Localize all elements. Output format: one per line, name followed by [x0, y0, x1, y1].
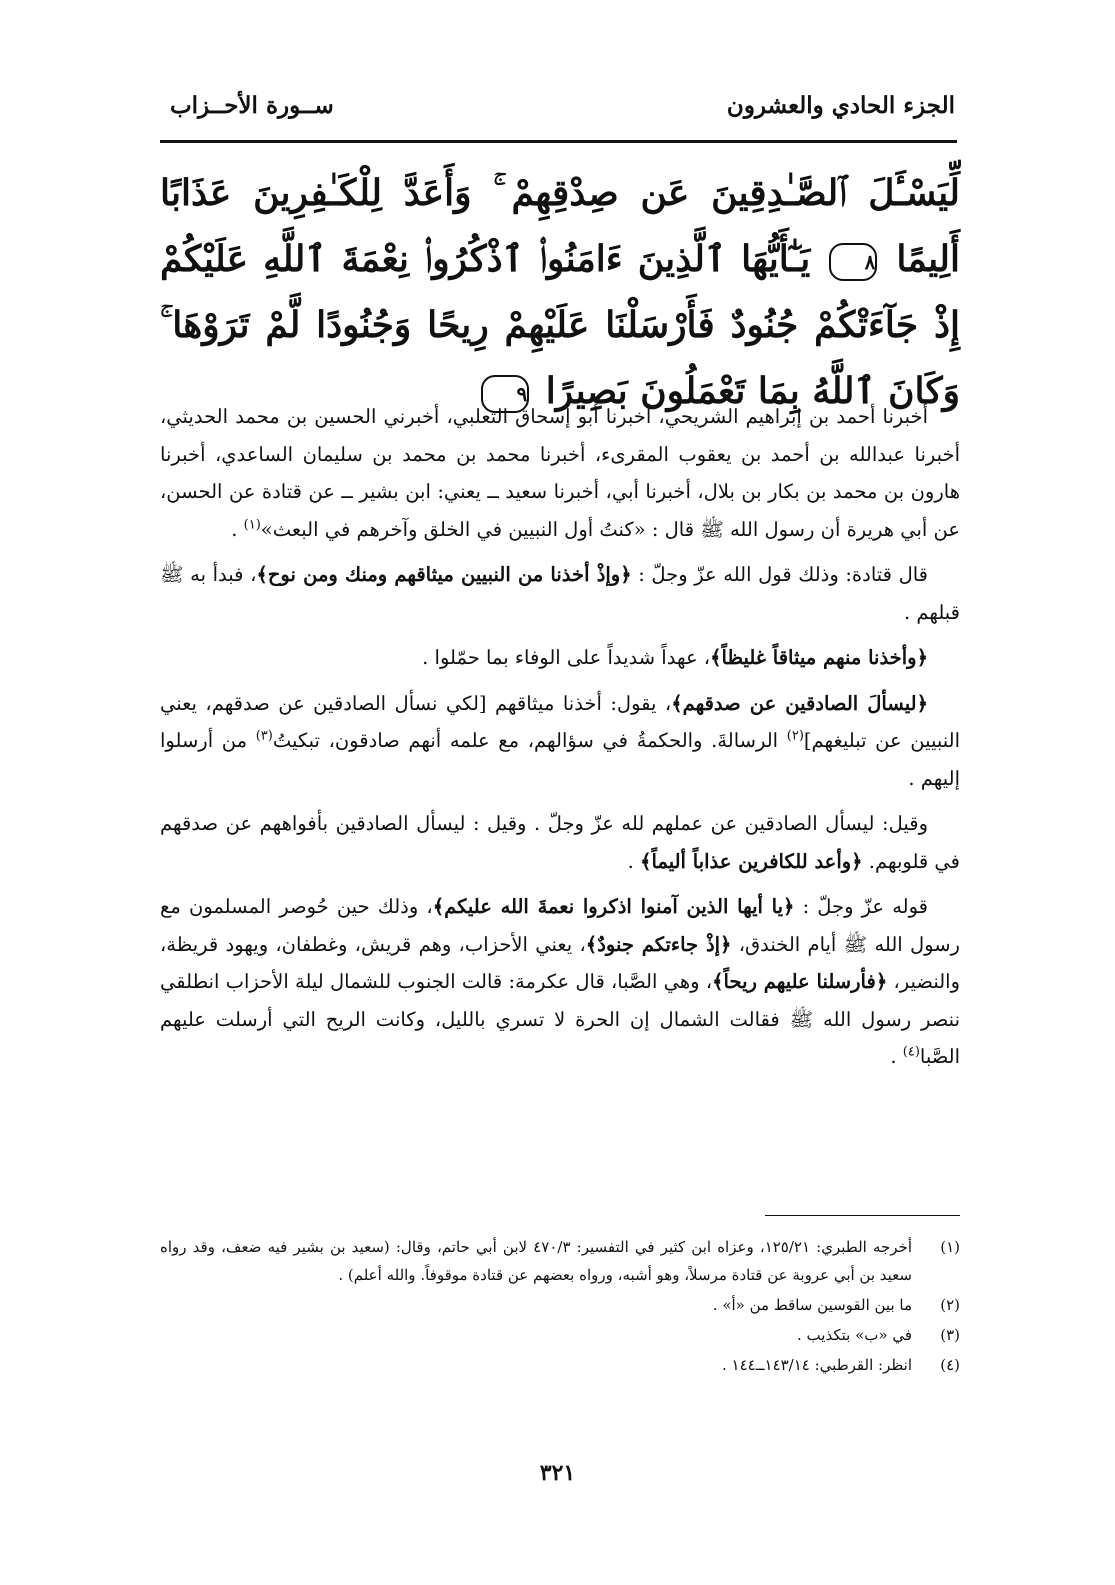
- paragraph: [160, 398, 960, 548]
- paragraph-text: ، عهداً شديداً على الوفاء بما حمّلوا .: [422, 646, 711, 669]
- quran-quote: ﴿فأرسلنا عليهم ريحاً﴾: [712, 970, 888, 993]
- quran-verses: [160, 160, 960, 424]
- paragraph-text: الرسالةَ. والحكمةُ في سؤالهم، مع علمه أنهم صادقون، تبكيتُ: [272, 729, 787, 752]
- page-number: ٣٢١: [539, 1460, 576, 1486]
- ayah-number-marker: ٩: [481, 375, 529, 413]
- footnote-number: (٤): [940, 1356, 960, 1374]
- paragraph: [160, 556, 960, 631]
- footnote: [160, 1321, 960, 1349]
- paragraph-text: ، يقول: أخذنا ميثاقهم [لكي نسأل الصادقين عن صدقهم، يعني النبيين عن تبليغهم]: [160, 691, 961, 752]
- quran-quote: ﴿إذْ جاءتكم جنودٌ﴾: [585, 932, 732, 956]
- footnote-ref: (٣): [255, 728, 273, 744]
- paragraph-text: أخبرنا أحمد بن إبراهيم الشريحي، أخبرنا أبو إسحاق الثعلبي، أخبرني الحسين بن محمد الحديثي، أخبرنا عبدالله بن أحمد بن يعقوب المقرىء، أخبرنا محمد بن محمد بن سليمان الساعدي، أخبرنا هارون بن محمد بن بكار بن بلال، أخبرنا أبي، أخبرنا سعيد ــ يعني: ابن بشير ــ عن قتادة عن الحسن، عن أبي هريرة أن رسول الله ﷺ قال : «كنتُ أول النبيين في الخلق وآخرهم في البعث»: [160, 405, 960, 541]
- paragraph-text: قوله عزّ وجلّ :: [794, 895, 928, 918]
- footnote-number: (٢): [940, 1296, 960, 1314]
- paragraph: [160, 888, 960, 1076]
- footnote: [160, 1233, 960, 1289]
- verse-8-text: لِّيَسْـَٔلَ ٱلصَّـٰدِقِينَ عَن صِدْقِهِمْ ۚ وَأَعَدَّ لِلْكَـٰفِرِينَ عَذَابًا أَلِيمًا: [160, 172, 960, 280]
- footnote-divider: [765, 1215, 960, 1216]
- paragraph-text: .: [890, 1045, 903, 1068]
- footnote-ref: (١): [243, 517, 261, 532]
- paragraph: [160, 685, 960, 798]
- running-header: [170, 92, 955, 132]
- quran-quote: ﴿ليسألَ الصادقين عن صدقهم﴾: [671, 691, 928, 715]
- paragraph-text: ، وذلك حين حُوصر المسلمون مع رسول الله ﷺ أيام الخندق،: [160, 895, 960, 956]
- footnotes: [160, 1233, 960, 1381]
- footnote-number: (٣): [940, 1326, 960, 1344]
- paragraph-text: ، يعني الأحزاب، وهم قريش، وغطفان، ويهود قريظة، والنضير،: [160, 932, 960, 993]
- footnote-text: في «ب» بتكذيب .: [797, 1326, 912, 1344]
- commentary-text: [160, 398, 960, 1084]
- paragraph-text: قال قتادة: وذلك قول الله عزّ وجلّ :: [631, 563, 929, 586]
- paragraph-text: .: [627, 849, 641, 873]
- ayah-number-marker: ٨: [829, 243, 877, 281]
- quran-quote: ﴿وأعد للكافرين عذاباً أليماً﴾: [640, 849, 863, 873]
- footnote-text: ما بين القوسين ساقط من «أ» .: [712, 1296, 912, 1314]
- footnote: [160, 1291, 960, 1319]
- surah-title: ســورة الأحــزاب: [170, 92, 334, 119]
- part-title: الجزء الحادي والعشرون: [726, 92, 955, 119]
- footnote-number: (١): [940, 1238, 960, 1256]
- quran-quote: ﴿يا أيها الذين آمنوا اذكروا نعمةَ الله عليكم﴾: [432, 895, 795, 918]
- paragraph: [160, 639, 960, 677]
- paragraph-text: ، وهي الصَّبا، قال عكرمة: قالت الجنوب للشمال ليلة الأحزاب انطلقي ننصر رسول الله ﷺ فقالت الشمال إن الحرة لا تسري بالليل، وكانت الريح التي أرسلت عليهم الصَّبا: [160, 970, 960, 1068]
- footnote-ref: (٢): [786, 728, 804, 744]
- paragraph: [160, 805, 960, 880]
- paragraph-text: .: [231, 517, 244, 541]
- paragraph-text: ، فبدأ به ﷺ قبلهم .: [160, 563, 960, 624]
- header-divider: [160, 140, 957, 143]
- verse-9-text: يَـٰٓأَيُّهَا ٱلَّذِينَ ءَامَنُوا۟ ٱذْكُرُوا۟ نِعْمَةَ ٱللَّهِ عَلَيْكُمْ إِذْ جَآءَتْكُمْ جُنُودٌ فَأَرْسَلْنَا عَلَيْهِمْ رِيحًا وَجُنُودًا لَّمْ تَرَوْهَا ۚ وَكَانَ ٱللَّهُ بِمَا تَعْمَلُونَ بَصِيرًا: [160, 238, 960, 412]
- footnote-ref: (٤): [902, 1044, 920, 1060]
- quran-quote: ﴿وإذْ أخذنا من النبيين ميثاقهم ومنك ومن نوح﴾: [256, 563, 632, 586]
- paragraph-text: من أرسلوا إليهم .: [160, 729, 960, 790]
- footnote-text: انظر: القرطبي: ١٤٣/١٤ــ١٤٤ .: [722, 1356, 912, 1374]
- quran-quote: ﴿وأخذنا منهم ميثاقاً غليظاً﴾: [710, 646, 928, 669]
- footnote: [160, 1351, 960, 1379]
- paragraph-text: وقيل: ليسأل الصادقين عن عملهم لله عزّ وجلّ . وقيل : ليسأل الصادقين بأفواههم عن صدقهم في قلوبهم.: [160, 812, 960, 873]
- footnote-text: أخرجه الطبري: ١٢٥/٢١، وعزاه ابن كثير في التفسير: ٤٧٠/٣ لابن أبي حاتم، وقال: (سعيد بن بشير فيه ضعف، وقد رواه سعيد بن أبي عروبة عن قتادة مرسلاً، وهو أشبه، ورواه بعضهم عن قتادة موقوفاً. والله أعلم) .: [160, 1238, 912, 1284]
